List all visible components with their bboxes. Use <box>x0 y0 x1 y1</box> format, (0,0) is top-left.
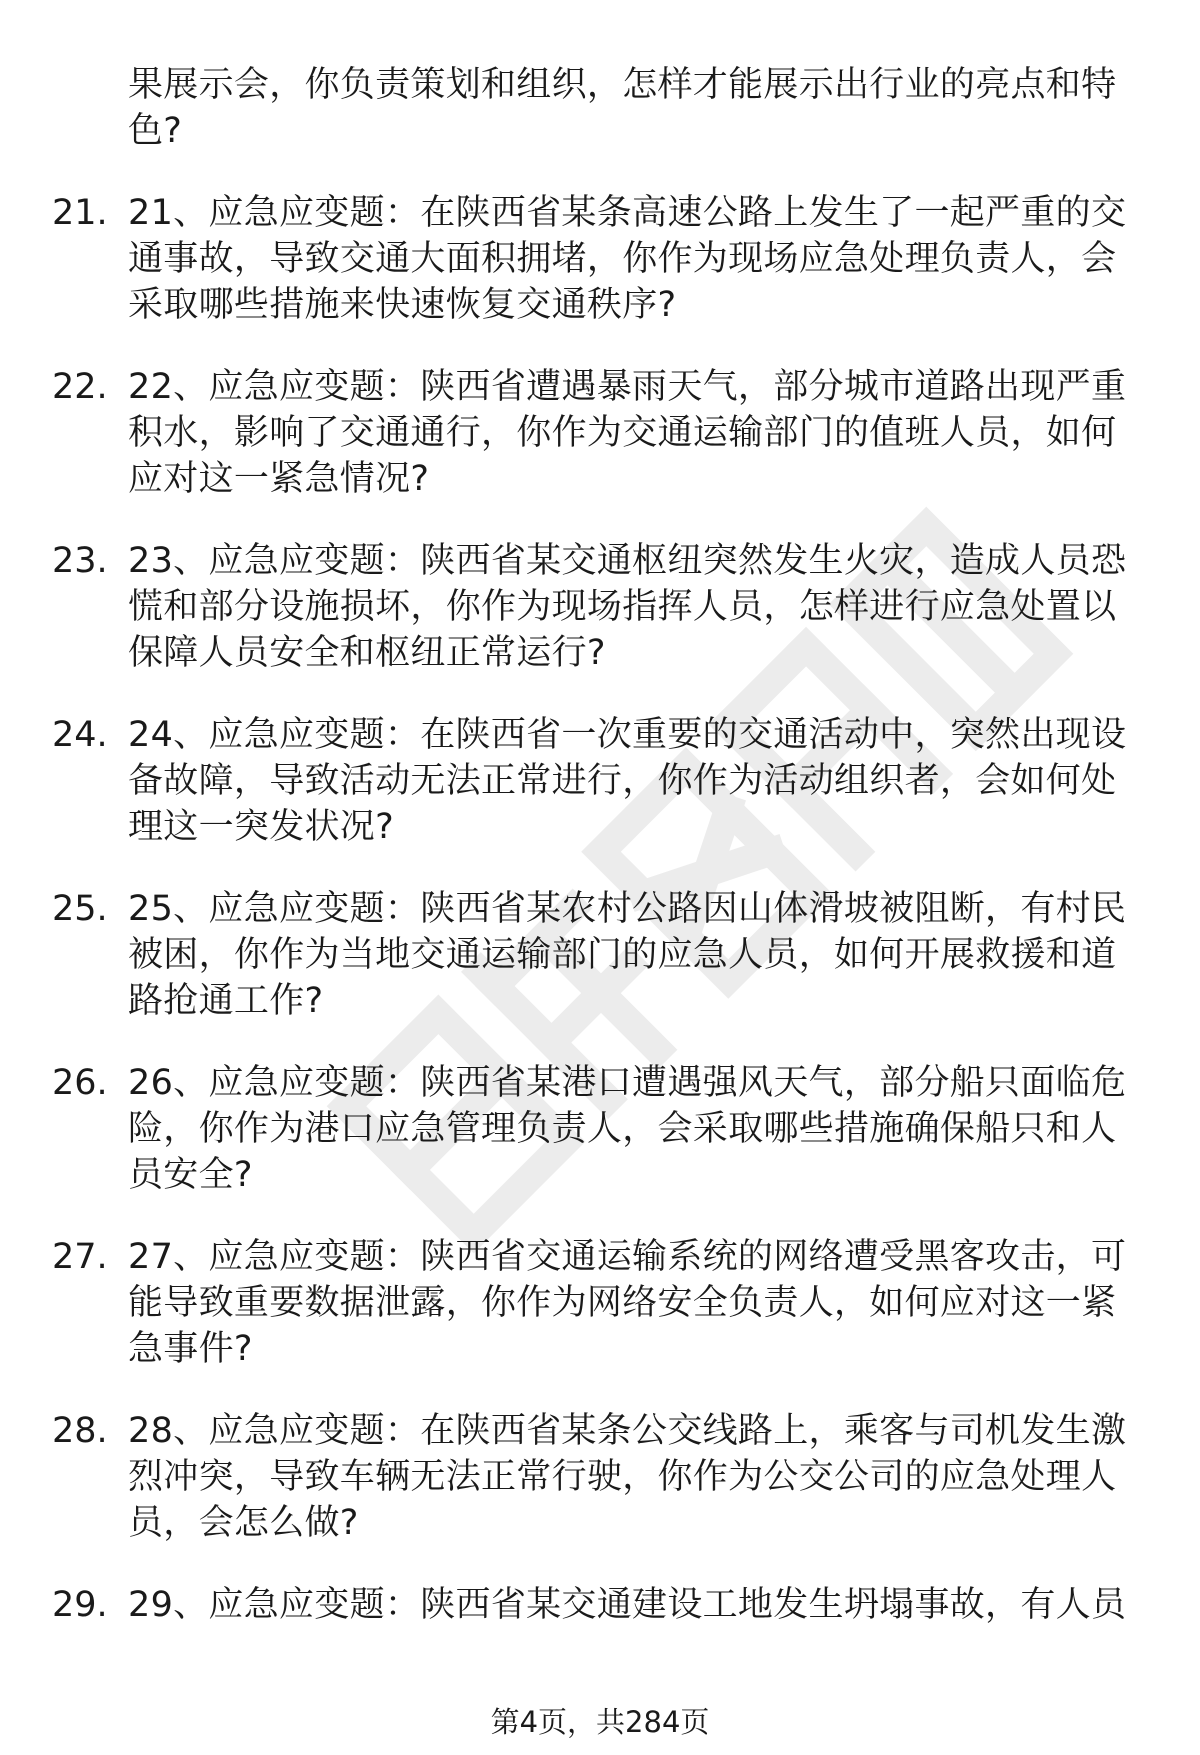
list-item <box>0 886 1200 1024</box>
item-number: 22. <box>52 367 108 407</box>
item-text: 28、应急应变题：在陕西省某条公交线路上，乘客与司机发生激烈冲突，导致车辆无法正常行驶，你作为公交公司的应急处理人员，会怎么做? <box>128 1411 1127 1543</box>
item-number: 24. <box>52 715 108 755</box>
item-text: 25、应急应变题：陕西省某农村公路因山体滑坡被阻断，有村民被困，你作为当地交通运输部门的应急人员，如何开展救援和道路抢通工作? <box>128 889 1127 1021</box>
item-number: 28. <box>52 1411 108 1451</box>
item-number: 25. <box>52 889 108 929</box>
list-item <box>0 364 1200 502</box>
question-list <box>0 62 1200 1628</box>
list-item <box>0 1060 1200 1198</box>
item-number: 29. <box>52 1585 108 1625</box>
item-text: 23、应急应变题：陕西省某交通枢纽突然发生火灾，造成人员恐慌和部分设施损坏，你作为现场指挥人员，怎样进行应急处置以保障人员安全和枢纽正常运行? <box>128 541 1127 673</box>
item-number: 27. <box>52 1237 108 1277</box>
list-item <box>0 538 1200 676</box>
list-item <box>0 712 1200 850</box>
item-text: 24、应急应变题：在陕西省一次重要的交通活动中，突然出现设备故障，导致活动无法正常进行，你作为活动组织者，会如何处理这一突发状况? <box>128 715 1127 847</box>
item-number: 23. <box>52 541 108 581</box>
item-text: 21、应急应变题：在陕西省某条高速公路上发生了一起严重的交通事故，导致交通大面积拥堵，你作为现场应急处理负责人，会采取哪些措施来快速恢复交通秩序? <box>128 193 1127 325</box>
item-number: 26. <box>52 1063 108 1103</box>
item-text: 27、应急应变题：陕西省交通运输系统的网络遭受黑客攻击，可能导致重要数据泄露，你作为网络安全负责人，如何应对这一紧急事件? <box>128 1237 1127 1369</box>
list-item <box>0 1234 1200 1372</box>
page-footer: 第4页，共284页 <box>0 1703 1200 1741</box>
item-text: 22、应急应变题：陕西省遭遇暴雨天气，部分城市道路出现严重积水，影响了交通通行，你作为交通运输部门的值班人员，如何应对这一紧急情况? <box>128 367 1127 499</box>
item-text: 26、应急应变题：陕西省某港口遭遇强风天气，部分船只面临危险，你作为港口应急管理负责人，会采取哪些措施确保船只和人员安全? <box>128 1063 1127 1195</box>
item-number: 21. <box>52 193 108 233</box>
item-text: 29、应急应变题：陕西省某交通建设工地发生坍塌事故，有人员 <box>128 1585 1127 1625</box>
continued-paragraph: 果展示会，你负责策划和组织，怎样才能展示出行业的亮点和特色? <box>128 65 1117 151</box>
list-item <box>0 1408 1200 1546</box>
list-item <box>0 1582 1200 1628</box>
list-item <box>0 190 1200 328</box>
